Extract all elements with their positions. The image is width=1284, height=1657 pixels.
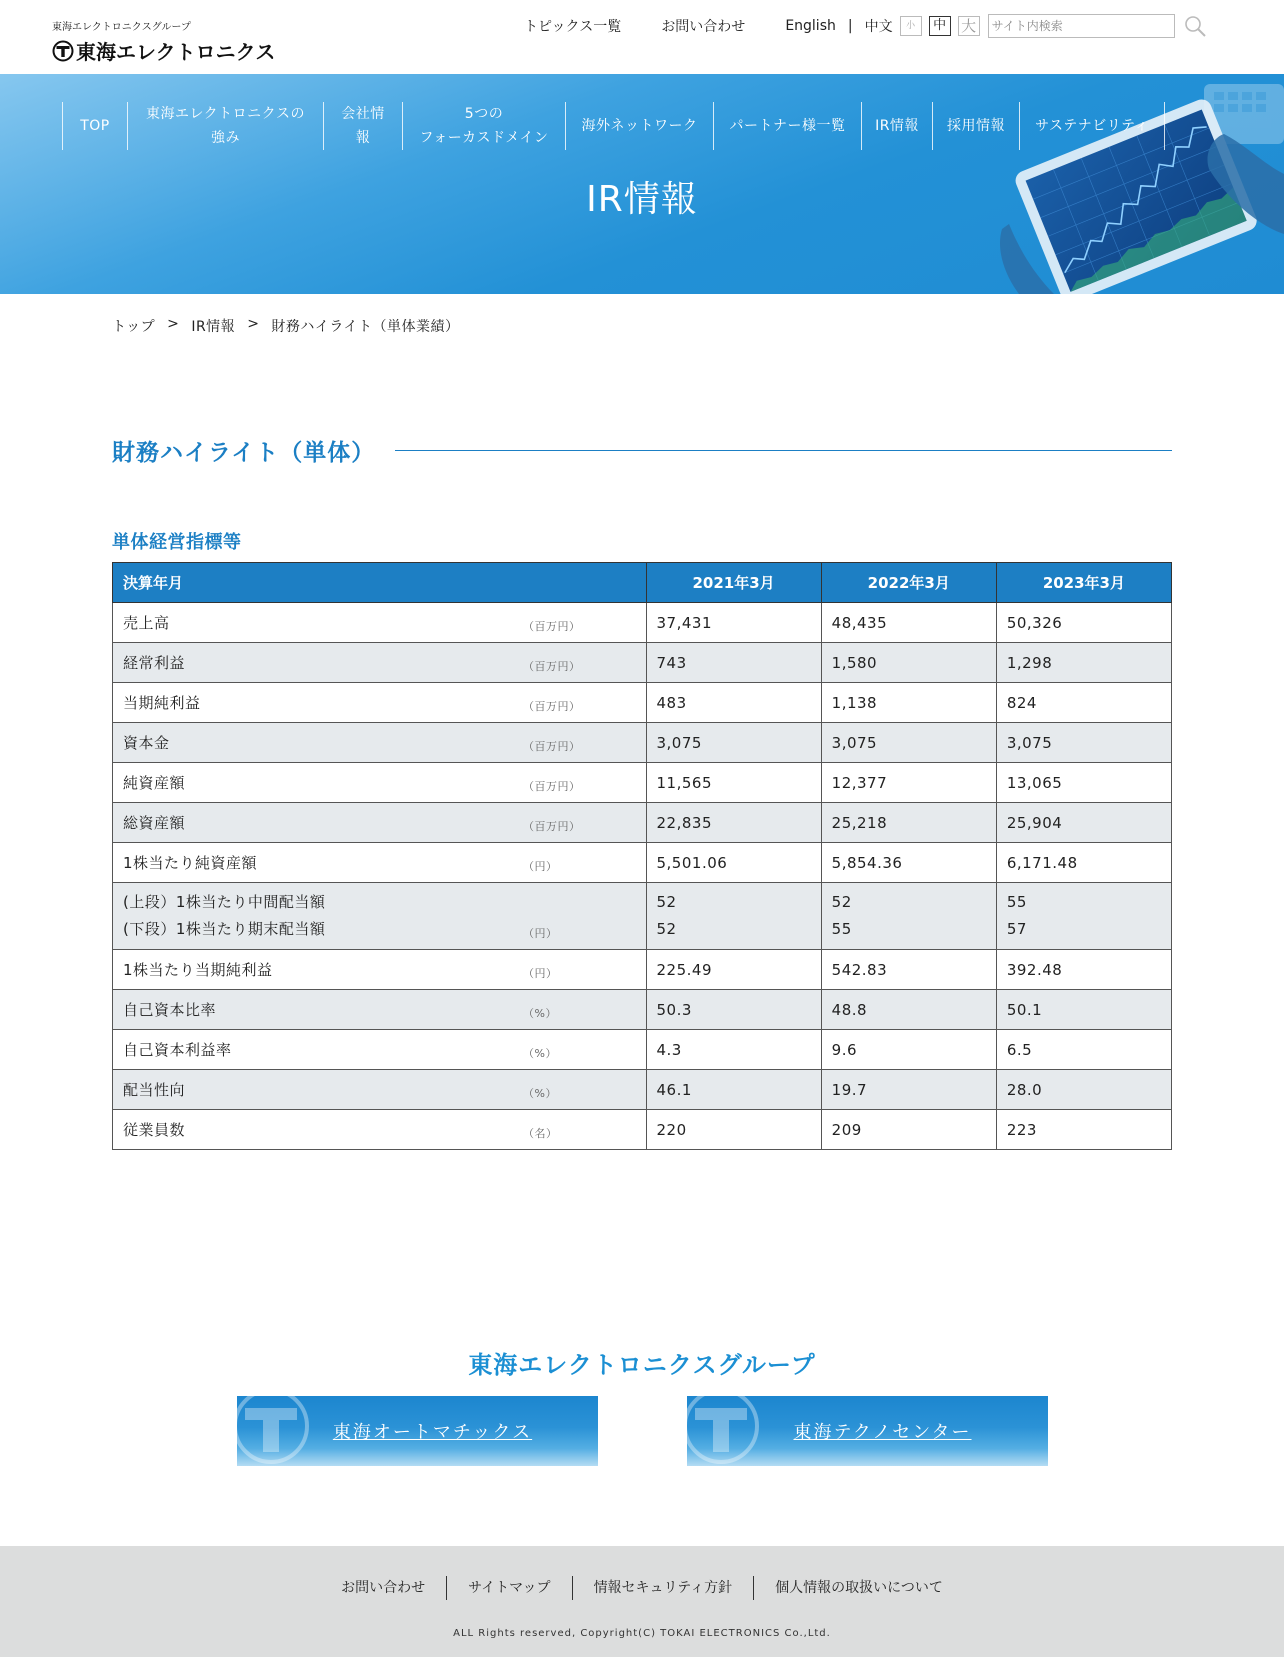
copyright: ALL Rights reserved, Copyright(C) TOKAI ELECTRONICS Co.,Ltd. (453, 1628, 831, 1639)
site-search-input[interactable] (988, 14, 1175, 38)
nav-item-ir[interactable]: IR情報 (861, 102, 932, 150)
logo-group-name: 東海エレクトロニクスグループ (52, 22, 191, 33)
footer-security-policy-link[interactable]: 情報セキュリティ方針 (572, 1576, 754, 1600)
table-cell: 25,904 (996, 803, 1171, 843)
table-cell: 1,580 (821, 643, 996, 683)
row-unit: （百万円） (523, 780, 581, 793)
logo-company-name: 東海エレクトロニクス (76, 40, 276, 64)
row-unit: （百万円） (523, 820, 581, 833)
company-logo-mark-icon (237, 1396, 311, 1466)
row-label: 自己資本比率 （%） (113, 990, 647, 1030)
row-unit: （名） (523, 1127, 558, 1140)
global-nav (62, 102, 1165, 150)
topics-link[interactable]: トピックス一覧 (524, 19, 622, 35)
nav-item-sustainability[interactable]: サステナビリティ (1019, 102, 1165, 150)
table-cell: 28.0 (996, 1070, 1171, 1110)
section-title-rule (395, 450, 1172, 451)
row-label: 当期純利益 （百万円） (113, 683, 647, 723)
breadcrumb-current: 財務ハイライト（単体業績） (271, 319, 460, 335)
row-unit: （百万円） (523, 620, 581, 633)
site-header (0, 0, 1284, 74)
page-hero-title: IR情報 (586, 179, 698, 220)
table-row (113, 950, 1172, 990)
table-cell: 50,326 (996, 603, 1171, 643)
table-header-row (113, 563, 1172, 603)
row-label: 売上高 （百万円） (113, 603, 647, 643)
breadcrumb-top-link[interactable]: トップ (112, 319, 156, 335)
table-subtitle: 単体経営指標等 (112, 532, 242, 553)
font-size-large-button[interactable]: 大 (958, 16, 980, 36)
table-cell: 46.1 (646, 1070, 821, 1110)
table-cell: 13,065 (996, 763, 1171, 803)
breadcrumb-separator: > (167, 316, 180, 332)
language-separator: | (847, 18, 853, 34)
table-cell: 220 (646, 1110, 821, 1150)
font-size-small-button[interactable]: 小 (900, 16, 922, 36)
table-cell: 52 52 (646, 883, 821, 950)
group-companies-title: 東海エレクトロニクスグループ (468, 1351, 816, 1379)
row-label: 資本金 （百万円） (113, 723, 647, 763)
table-cell: 743 (646, 643, 821, 683)
logo-mark-icon (52, 40, 74, 62)
table-cell: 22,835 (646, 803, 821, 843)
table-cell: 50.3 (646, 990, 821, 1030)
table-cell: 19.7 (821, 1070, 996, 1110)
nav-item-strengths[interactable]: 東海エレクトロニクスの 強み (127, 102, 323, 150)
table-cell: 50.1 (996, 990, 1171, 1030)
row-unit: （%） (523, 1047, 557, 1060)
section-heading (112, 434, 1172, 467)
table-cell: 223 (996, 1110, 1171, 1150)
table-row (113, 643, 1172, 683)
nav-item-company[interactable]: 会社情報 (323, 102, 402, 150)
footer-privacy-link[interactable]: 個人情報の取扱いについて (753, 1576, 964, 1600)
table-cell: 6,171.48 (996, 843, 1171, 883)
hero-banner (0, 74, 1284, 294)
header-year: 2023年3月 (996, 563, 1171, 603)
row-label-lower: (下段）1株当たり期末配当額 (123, 920, 326, 938)
table-cell: 37,431 (646, 603, 821, 643)
row-label: 総資産額 （百万円） (113, 803, 647, 843)
table-cell: 1,138 (821, 683, 996, 723)
contact-link[interactable]: お問い合わせ (661, 19, 746, 35)
row-label (113, 883, 647, 950)
site-logo[interactable] (52, 18, 275, 65)
font-size-medium-button[interactable]: 中 (929, 16, 951, 36)
row-unit: （%） (523, 1087, 557, 1100)
footer-links (0, 1576, 1284, 1600)
table-cell: 5,501.06 (646, 843, 821, 883)
table-row (113, 1070, 1172, 1110)
table-cell: 1,298 (996, 643, 1171, 683)
table-cell: 3,075 (646, 723, 821, 763)
group-company-automatics-button[interactable] (237, 1396, 598, 1466)
nav-item-recruit[interactable]: 採用情報 (932, 102, 1019, 150)
table-row (113, 603, 1172, 643)
table-row (113, 763, 1172, 803)
group-company-technocenter-button[interactable] (687, 1396, 1048, 1466)
row-label-upper: (上段）1株当たり中間配当額 (123, 893, 326, 911)
english-link[interactable]: English (785, 18, 836, 34)
header-year: 2022年3月 (821, 563, 996, 603)
table-cell: 6.5 (996, 1030, 1171, 1070)
row-unit: （百万円） (523, 740, 581, 753)
nav-item-overseas-network[interactable]: 海外ネットワーク (565, 102, 713, 150)
section-title: 財務ハイライト（単体） (112, 440, 376, 466)
table-cell: 225.49 (646, 950, 821, 990)
table-cell: 483 (646, 683, 821, 723)
breadcrumb-separator: > (247, 316, 260, 332)
table-cell: 3,075 (996, 723, 1171, 763)
nav-item-partners[interactable]: パートナー様一覧 (713, 102, 861, 150)
group-company-label: 東海テクノセンター (793, 1422, 972, 1443)
row-unit: （円） (523, 860, 558, 873)
group-company-label: 東海オートマチックス (332, 1422, 533, 1443)
table-row (113, 1110, 1172, 1150)
row-label: 経常利益 （百万円） (113, 643, 647, 683)
table-cell: 392.48 (996, 950, 1171, 990)
table-row (113, 990, 1172, 1030)
row-label: 配当性向 （%） (113, 1070, 647, 1110)
row-label: 自己資本利益率 （%） (113, 1030, 647, 1070)
row-label: 1株当たり当期純利益 （円） (113, 950, 647, 990)
table-cell: 48.8 (821, 990, 996, 1030)
table-cell: 3,075 (821, 723, 996, 763)
table-row (113, 683, 1172, 723)
table-cell: 12,377 (821, 763, 996, 803)
table-cell: 25,218 (821, 803, 996, 843)
row-label: 純資産額 （百万円） (113, 763, 647, 803)
nav-item-focus-domain[interactable]: 5つの フォーカスドメイン (402, 102, 565, 150)
breadcrumb-ir-link[interactable]: IR情報 (191, 319, 236, 335)
table-row (113, 883, 1172, 950)
table-cell: 542.83 (821, 950, 996, 990)
table-row (113, 803, 1172, 843)
row-label: 従業員数 （名） (113, 1110, 647, 1150)
table-cell: 4.3 (646, 1030, 821, 1070)
table-cell: 5,854.36 (821, 843, 996, 883)
table-cell: 9.6 (821, 1030, 996, 1070)
table-cell: 52 55 (821, 883, 996, 950)
footer-sitemap-link[interactable]: サイトマップ (446, 1576, 571, 1600)
financial-highlights-table (112, 562, 1172, 1150)
row-unit: （%） (523, 1007, 557, 1020)
table-row (113, 1030, 1172, 1070)
search-icon[interactable] (1183, 14, 1207, 38)
chinese-link[interactable]: 中文 (864, 19, 893, 35)
header-year: 2021年3月 (646, 563, 821, 603)
table-row (113, 843, 1172, 883)
utility-nav (524, 14, 1207, 38)
table-row (113, 723, 1172, 763)
breadcrumb (112, 316, 460, 336)
row-unit: （円） (523, 927, 558, 940)
row-label: 1株当たり純資産額 （円） (113, 843, 647, 883)
site-footer (0, 1546, 1284, 1657)
company-logo-mark-icon (687, 1396, 761, 1466)
table-cell: 11,565 (646, 763, 821, 803)
table-cell: 55 57 (996, 883, 1171, 950)
row-unit: （百万円） (523, 700, 581, 713)
table-cell: 48,435 (821, 603, 996, 643)
header-fiscal-period: 決算年月 (113, 563, 647, 603)
footer-contact-link[interactable]: お問い合わせ (341, 1580, 426, 1596)
table-cell: 209 (821, 1110, 996, 1150)
nav-item-top[interactable]: TOP (62, 102, 127, 150)
row-unit: （円） (523, 967, 558, 980)
row-unit: （百万円） (523, 660, 581, 673)
table-cell: 824 (996, 683, 1171, 723)
